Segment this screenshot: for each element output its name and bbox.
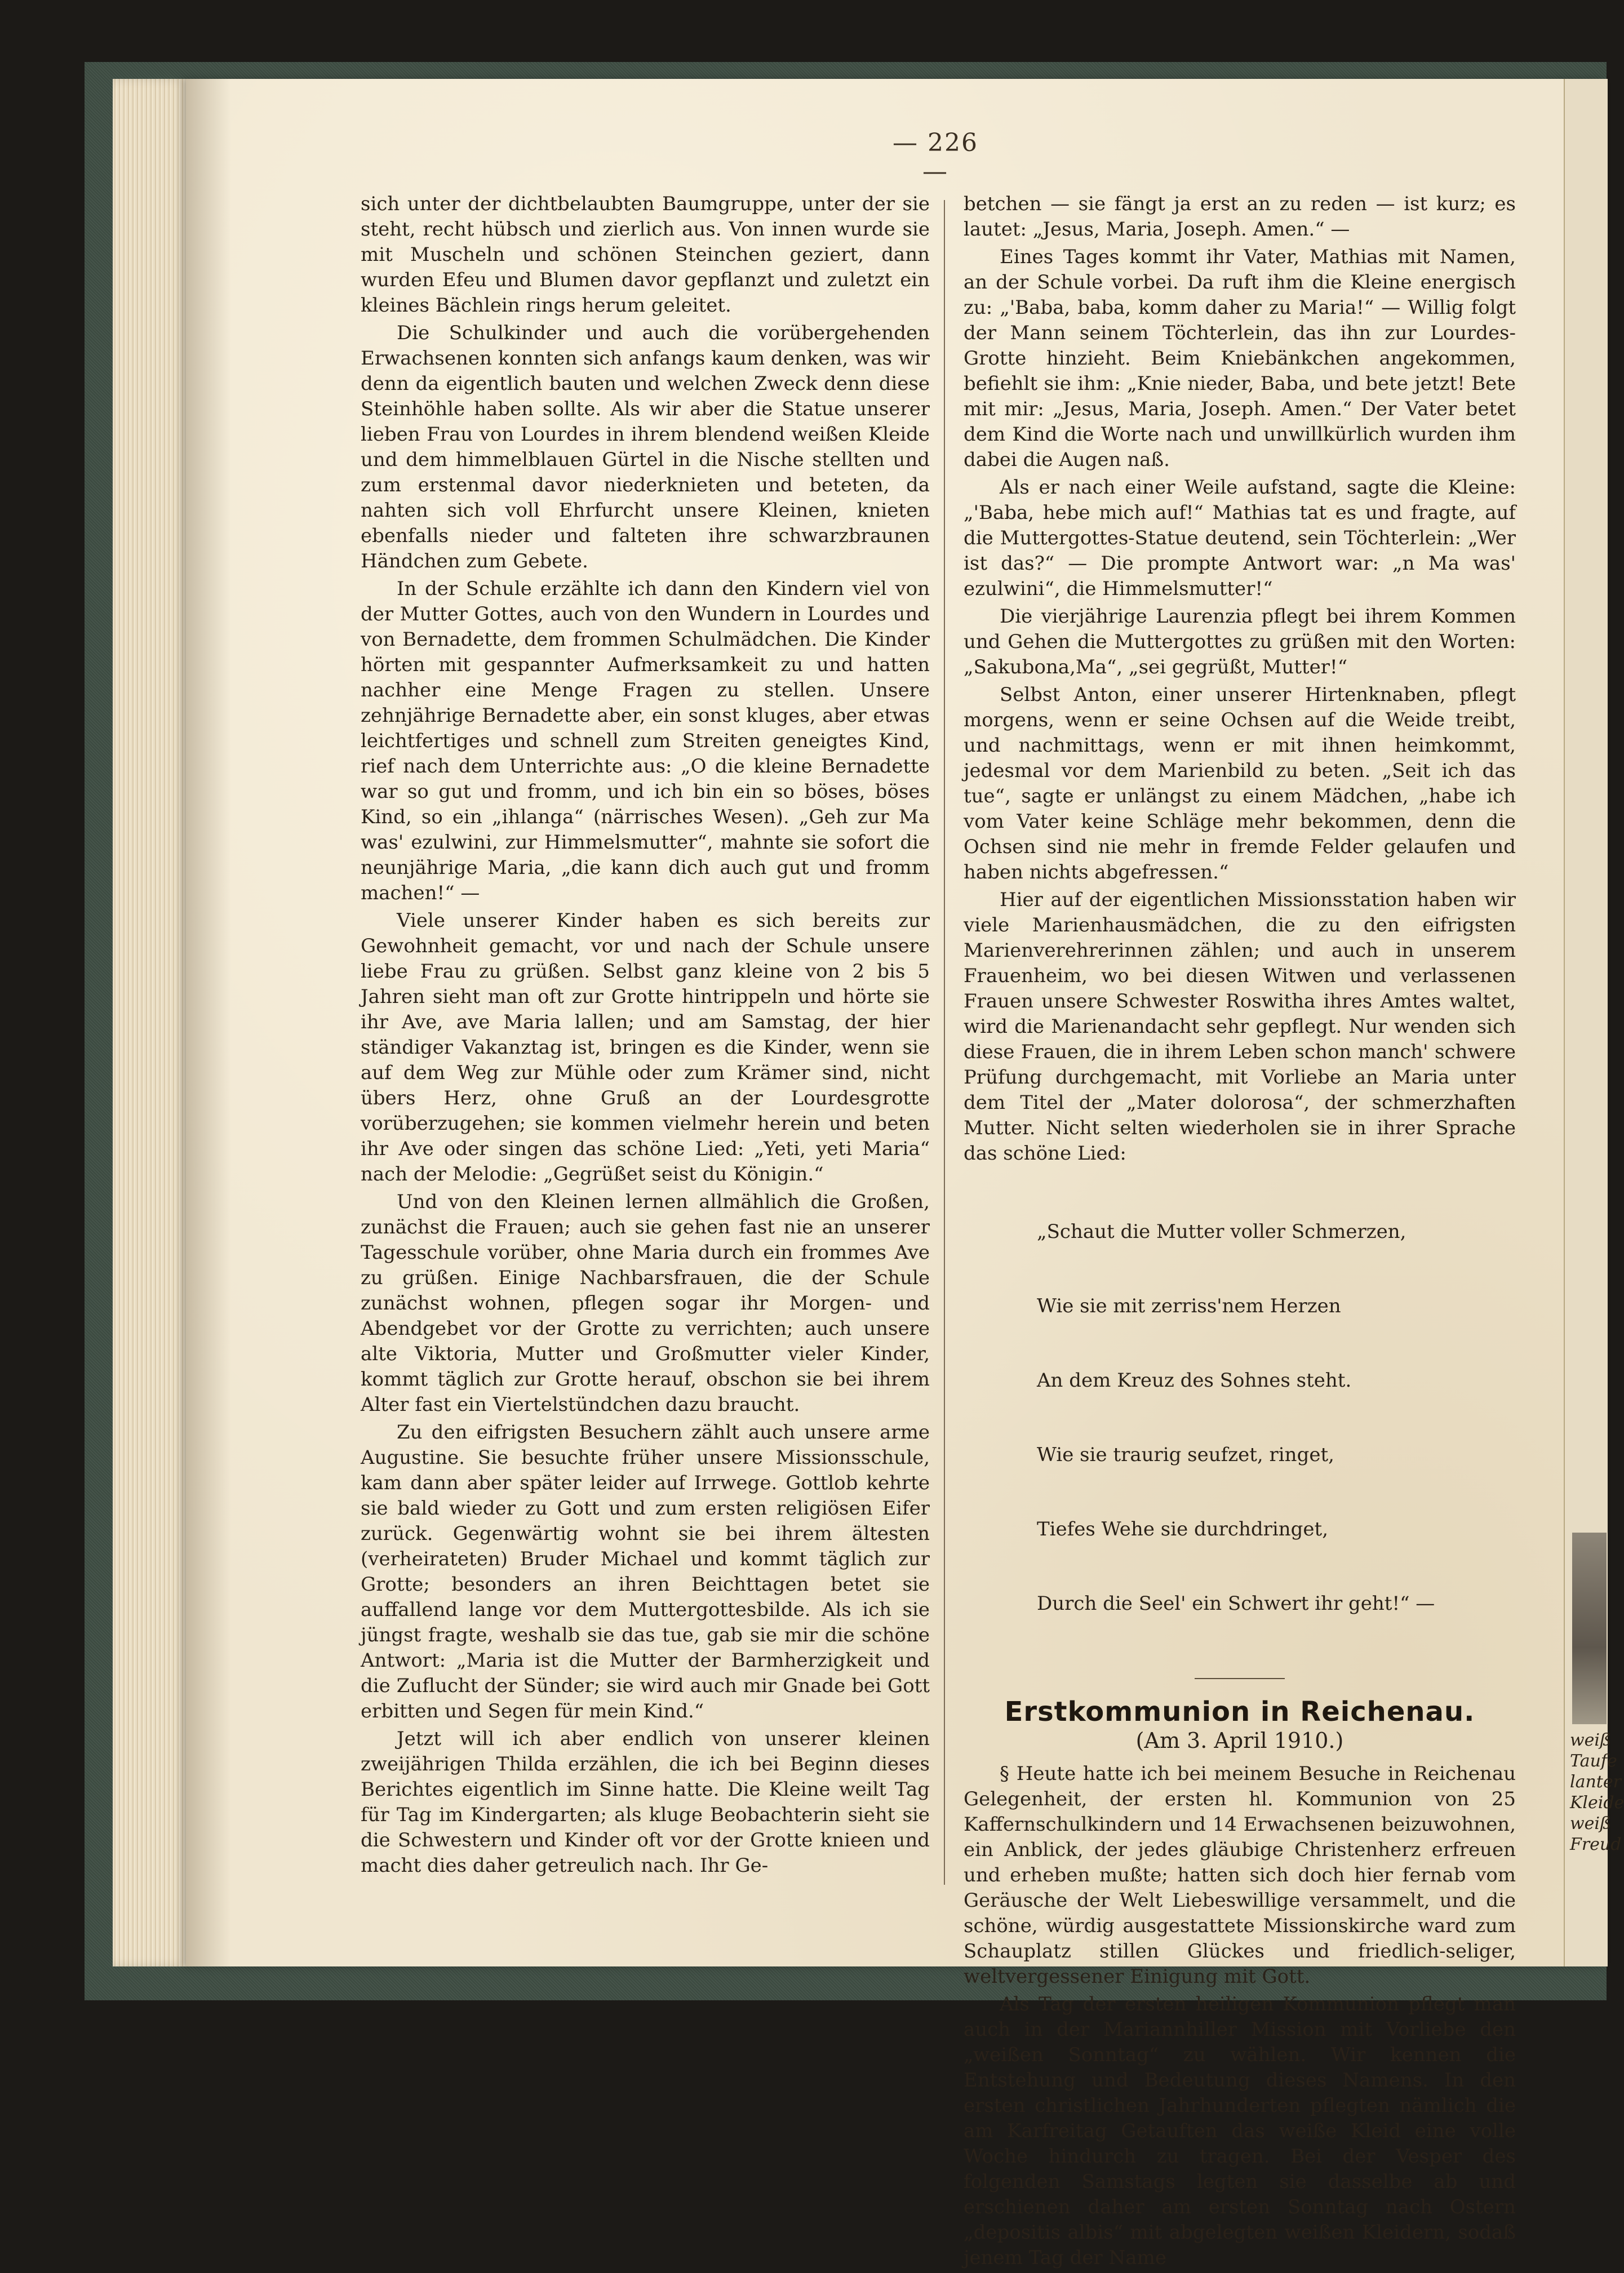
next-page-line: weiß <box>1570 1814 1612 1834</box>
article-date: (Am 3. April 1910.) <box>1135 1728 1344 1753</box>
paragraph: § Heute hatte ich bei meinem Besuche in Reichenau Gelegenheit, der ersten hl. Kommunion von 25 Kaffernschulkindern und 14 Erwachsenen beizuwohnen, ein Anblick, der jedes gläubige Christenherz erfreuen und erheben mußte; hatten sich doch hier fernab vom Geräusche der Welt Liebeswillige versammelt, und die schöne, würdig ausgestattete Missionskirche ward zum Schauplatz stillen Glückes und friedlich-seliger, weltvergessener Einigung mit Gott. <box>964 1763 1516 1988</box>
paragraph: Eines Tages kommt ihr Vater, Mathias mit Namen, an der Schule vorbei. Da ruft ihm die Kleine energisch zu: „'Baba, baba, komm daher zu Maria!“ — Willig folgt der Mann seinem Töchterlein, das ihn zur Lourdes-Grotte hinzieht. Beim Kniebänkchen angekommen, befiehlt sie ihm: „Knie nieder, Baba, und bete jetzt! Bete mit mir: „Jesus, Maria, Joseph. Amen.“ Der Vater betet dem Kind die Worte nach und unwillkürlich wurden ihm dabei die Augen naß. <box>964 246 1516 471</box>
next-page-photo <box>1572 1533 1607 1724</box>
right-column <box>964 192 1516 2273</box>
next-page-line: lanter <box>1570 1772 1621 1792</box>
poem-line: Wie sie traurig seufzet, ringet, <box>1037 1444 1334 1466</box>
paragraph: sich unter der dichtbelaubten Baumgruppe, unter der sie steht, recht hübsch und zierlich aus. Von innen wurde sie mit Muscheln und schönen Steinchen geziert, dann wurden Efeu und Blumen davor gepflanzt und zuletzt ein kleines Bächlein rings herum geleitet. <box>361 193 930 317</box>
next-page-text <box>1570 1730 1624 1855</box>
page-number: — 226 — <box>893 128 978 186</box>
paragraph: Als Tag der ersten heiligen Kommunion pflegt man auch in der Mariannhiller Mission mit Vorliebe den „weißen Sonntag“ zu wählen. Wir kennen die Entstehung und Bedeutung dieses Namens. In den ersten christlichen Jahrhunderten pflegten nämlich die am Karfreitag Getauften das weiße Kleid eine volle Woche hindurch zu tragen. Bei der Vesper des folgenden Samstags legten sie dasselbe ab und erschienen daher am ersten Sonntag nach Ostern „depositis albis“ mit abgelegten weißen Kleidern, sodaß jenem Tag der Name <box>964 1993 1516 2269</box>
poem-line: Durch die Seel' ein Schwert ihr geht!“ — <box>1037 1592 1435 1615</box>
poem-line: Wie sie mit zerriss'nem Herzen <box>1037 1295 1341 1317</box>
paragraph: betchen — sie fängt ja erst an zu reden — ist kurz; es lautet: „Jesus, Maria, Joseph. Amen.“ — <box>964 193 1516 241</box>
paragraph: In der Schule erzählte ich dann den Kindern viel von der Mutter Gottes, auch von den Wundern in Lourdes und von Bernadette, dem frommen Schulmädchen. Die Kinder hörten mit gespannter Aufmerksamkeit zu und hatten nachher eine Menge Fragen zu stellen. Unsere zehnjährige Bernadette aber, ein sonst kluges, aber etwas leichtfertiges und schnell zum Streiten geneigtes Kind, rief nach dem Unterrichte aus: „O die kleine Bernadette war so gut und fromm, und ich bin ein so böses, böses Kind, so ein „ihlanga“ (närrisches Wesen). „Geh zur Ma was' ezulwini, zur Himmelsmutter“, mahnte sie sofort die neunjährige Maria, „die kann dich auch gut und fromm machen!“ — <box>361 578 930 904</box>
paragraph: Zu den eifrigsten Besuchern zählt auch unsere arme Augustine. Sie besuchte früher unsere Missionsschule, kam dann aber später leider auf Irrwege. Gottlob kehrte sie bald wieder zu Gott und zum ersten religiösen Eifer zurück. Gegenwärtig wohnt sie bei ihrem ältesten (verheirateten) Bruder Michael und kommt täglich zur Grotte; besonders an ihren Beichttagen betet sie auffallend lange vor dem Muttergottesbilde. Als ich sie jüngst fragte, weshalb sie das tue, gab sie mir die schöne Antwort: „Maria ist die Mutter der Barmherzigkeit und die Zuflucht der Sünder; sie wird auch mir Gnade bei Gott erbitten und Segen für mein Kind.“ <box>361 1421 930 1722</box>
paragraph: Die vierjährige Laurenzia pflegt bei ihrem Kommen und Gehen die Muttergottes zu grüßen mit den Worten: „Sakubona,Ma“, „sei gegrüßt, Mutter!“ <box>964 605 1516 678</box>
next-page-line: weiß <box>1570 1730 1612 1750</box>
poem-line: Tiefes Wehe sie durchdringet, <box>1037 1518 1329 1541</box>
paragraph: Viele unserer Kinder haben es sich bereits zur Gewohnheit gemacht, vor und nach der Schule unsere liebe Frau zu grüßen. Selbst ganz kleine von 2 bis 5 Jahren sieht man oft zur Grotte hintrippeln und hörte sie ihr Ave, ave Maria lallen; und am Samstag, der hier ständiger Vakanztag ist, bringen es die Kinder, wenn sie auf dem Weg zur Mühle oder zum Krämer sind, nicht übers Herz, ohne Gruß an der Lourdesgrotte vorüberzugehen; sie kommen vielmehr herein und beten ihr Ave oder singen das schöne Lied: „Yeti, yeti Maria“ nach der Melodie: „Gegrüßet seist du Königin.“ <box>361 909 930 1186</box>
paragraph: Und von den Kleinen lernen allmählich die Großen, zunächst die Frauen; auch sie gehen fast nie an unserer Tagesschule vorüber, ohne Maria durch ein frommes Ave zu grüßen. Einige Nachbarsfrauen, die der Schule zunächst wohnen, pflegen sogar ihr Morgen- und Abendgebet vor der Grotte zu verrichten; auch unsere alte Viktoria, Mutter und Großmutter vieler Kinder, kommt täglich zur Grotte herauf, obschon sie bei ihrem Alter fast ein Viertelstündchen dazu braucht. <box>361 1191 930 1416</box>
poem-line: „Schaut die Mutter voller Schmerzen, <box>1037 1220 1406 1243</box>
paragraph: Selbst Anton, einer unserer Hirtenknaben, pflegt morgens, wenn er seine Ochsen auf die Weide treibt, und nachmittags, wenn er mit ihnen heimkommt, jedesmal vor dem Marienbild zu beten. „Seit ich das tue“, sagte er unlängst zu einem Mädchen, „habe ich vom Vater keine Schläge mehr bekommen, denn die Ochsen sind nie mehr in fremde Felder gelaufen und haben nichts abgefressen.“ <box>964 683 1516 884</box>
left-column <box>361 192 930 1881</box>
gutter-shadow <box>186 79 231 1966</box>
paragraph: Als er nach einer Weile aufstand, sagte die Kleine: „'Baba, hebe mich auf!“ Mathias tat es und fragte, auf die Muttergottes-Statue deutend, sein Töchterlein: „Wer ist das?“ — Die prompte Antwort war: „n Ma was' ezulwini“, die Himmelsmutter!“ <box>964 476 1516 600</box>
next-page-line: Kleide <box>1570 1793 1624 1813</box>
column-divider <box>944 200 945 1885</box>
paragraph: Die Schulkinder und auch die vorübergehenden Erwachsenen konnten sich anfangs kaum denken, was wir denn da eigentlich bauten und welchen Zweck denn diese Steinhöhle haben sollte. Als wir aber die Statue unserer lieben Frau von Lourdes in ihrem blendend weißen Kleide und dem himmelblauen Gürtel in die Nische stellten und zum erstenmal davor niederknieten und beteten, da nahten sich voll Ehrfurcht unsere Kleinen, knieten ebenfalls nieder und falteten ihre schwarzbraunen Händchen zum Gebete. <box>361 322 930 572</box>
next-page-line: Taufe <box>1570 1751 1617 1771</box>
section-rule <box>1195 1678 1285 1679</box>
article-heading: Erstkommunion in Reichenau. <box>1004 1696 1475 1728</box>
poem-line: An dem Kreuz des Sohnes steht. <box>1037 1369 1352 1392</box>
paragraph: Jetzt will ich aber endlich von unserer kleinen zweijährigen Thilda erzählen, die ich bei Beginn dieses Berichtes eigentlich im Sinne hatte. Die Kleine weilt Tag für Tag im Kindergarten; als kluge Beobachterin sieht sie die Schwestern und Kinder oft vor der Grotte knieen und macht dies daher getreulich nach. Ihr Ge- <box>361 1728 930 1877</box>
paragraph: Hier auf der eigentlichen Missionsstation haben wir viele Marienhausmädchen, die zu den eifrigsten Marienverehrerinnen zählen; und auch in unserem Frauenheim, wo bei diesen Witwen und verlassenen Frauen unsere Schwester Roswitha ihres Amtes waltet, wird die Marienandacht sehr gepflegt. Nur wenden sich diese Frauen, die in ihrem Leben schon manch' schwere Prüfung durchgemacht, mit Vorliebe an Maria unter dem Titel der „Mater dolorosa“, der schmerzhaften Mutter. Nicht selten wiederholen sie in ihrer Sprache das schöne Lied: <box>964 889 1516 1165</box>
poem <box>1037 1170 1516 1666</box>
next-page-line: Freud <box>1570 1835 1622 1854</box>
